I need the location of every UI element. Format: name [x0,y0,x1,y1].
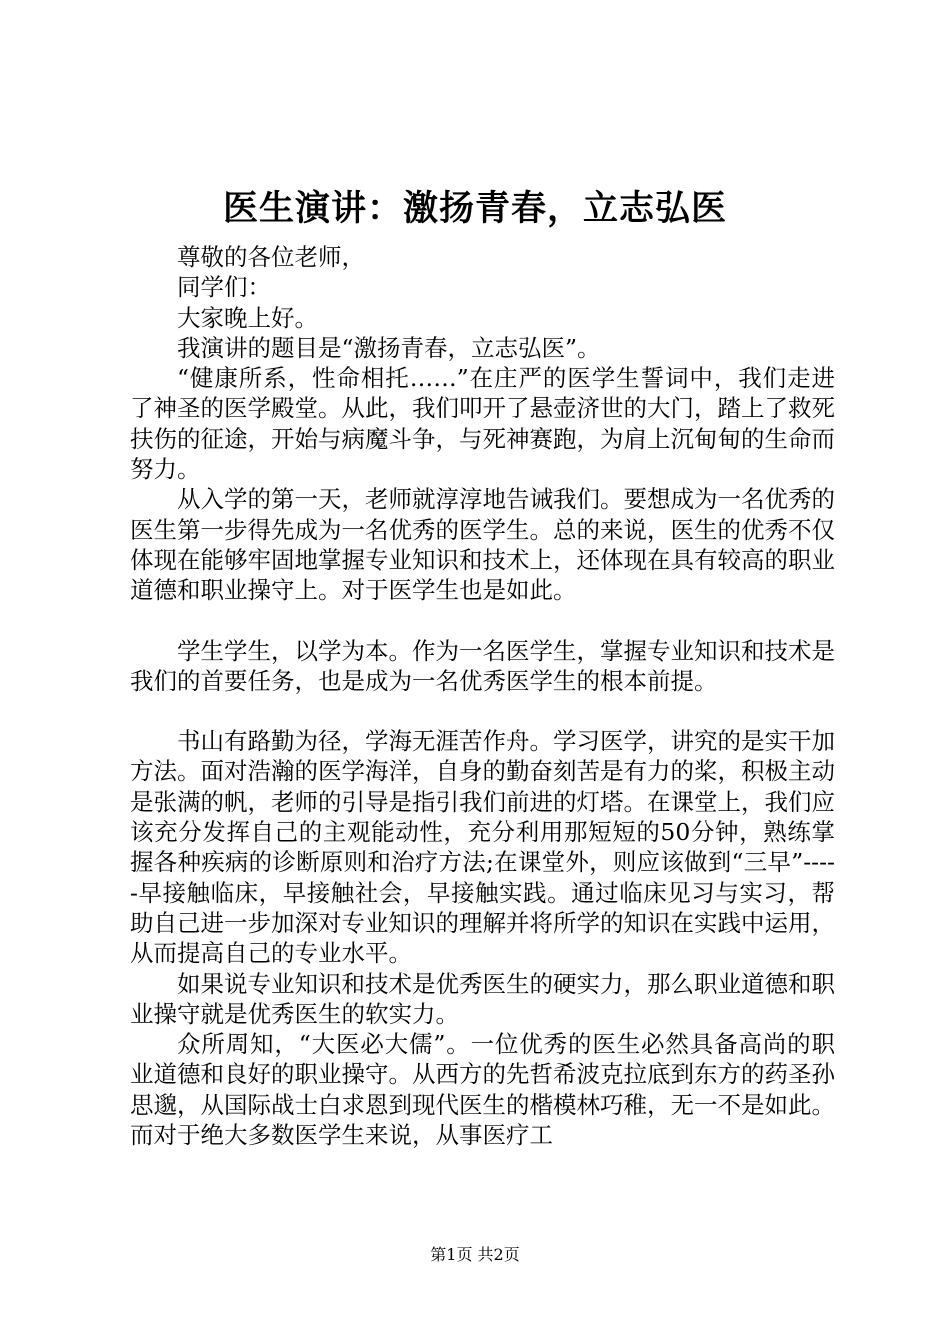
speech-topic: 我演讲的题目是“激扬青春，立志弘医”。 [177,333,601,362]
salutation-students: 同学们： [177,273,271,302]
page-number: 第1页 共2页 [430,1245,520,1264]
document-body [130,242,835,1150]
greeting: 大家晚上好。 [177,303,318,332]
paragraph-first-day: 从入学的第一天，老师就淳淳地告诫我们。要想成为一名优秀的医生第一步得先成为一名优秀的医学生。总的来说，医生的优秀不仅体现在能够牢固地掌握专业知识和技术上，还体现在具有较高的职业道德和职业操守上。对于医学生也是如此。 [130,485,835,605]
paragraph-method: 书山有路勤为径，学海无涯苦作舟。学习医学，讲究的是实干加方法。面对浩瀚的医学海洋，自身的勤奋刻苦是有力的桨，积极主动是张满的帆，老师的引导是指引我们前进的灯塔。在课堂上，我们应该充分发挥自己的主观能动性，充分利用那短短的50分钟，熟练掌握各种疾病的诊断原则和治疗方法;在课堂外，则应该做到“三早”-----早接触临床，早接触社会，早接触实践。通过临床见习与实习，帮助自己进一步加深对专业知识的理解并将所学的知识在实践中运用，从而提高自己的专业水平。 [130,727,835,968]
salutation-teachers: 尊敬的各位老师， [177,243,365,271]
paragraph-great-doctor: 众所周知，“大医必大儒”。一位优秀的医生必然具备高尚的职业道德和良好的职业操守。从西方的先哲希波克拉底到东方的药圣孙思邈，从国际战士白求恩到现代医生的楷模林巧稚，无一不是如此。而对于绝大多数医学生来说，从事医疗工 [130,1030,835,1150]
document-title: 医生演讲：激扬青春，立志弘医 [222,188,727,229]
paragraph-oath: “健康所系，性命相托……”在庄严的医学生誓词中，我们走进了神圣的医学殿堂。从此，我们叩开了悬壶济世的大门，踏上了救死扶伤的征途，开始与病魔斗争，与死神赛跑，为肩上沉甸甸的生命而努力。 [130,364,835,484]
paragraph-study: 学生学生，以学为本。作为一名医学生，掌握专业知识和技术是我们的首要任务，也是成为一名优秀医学生的根本前提。 [130,636,835,695]
paragraph-soft-power: 如果说专业知识和技术是优秀医生的硬实力，那么职业道德和职业操守就是优秀医生的软实力。 [130,969,835,1028]
